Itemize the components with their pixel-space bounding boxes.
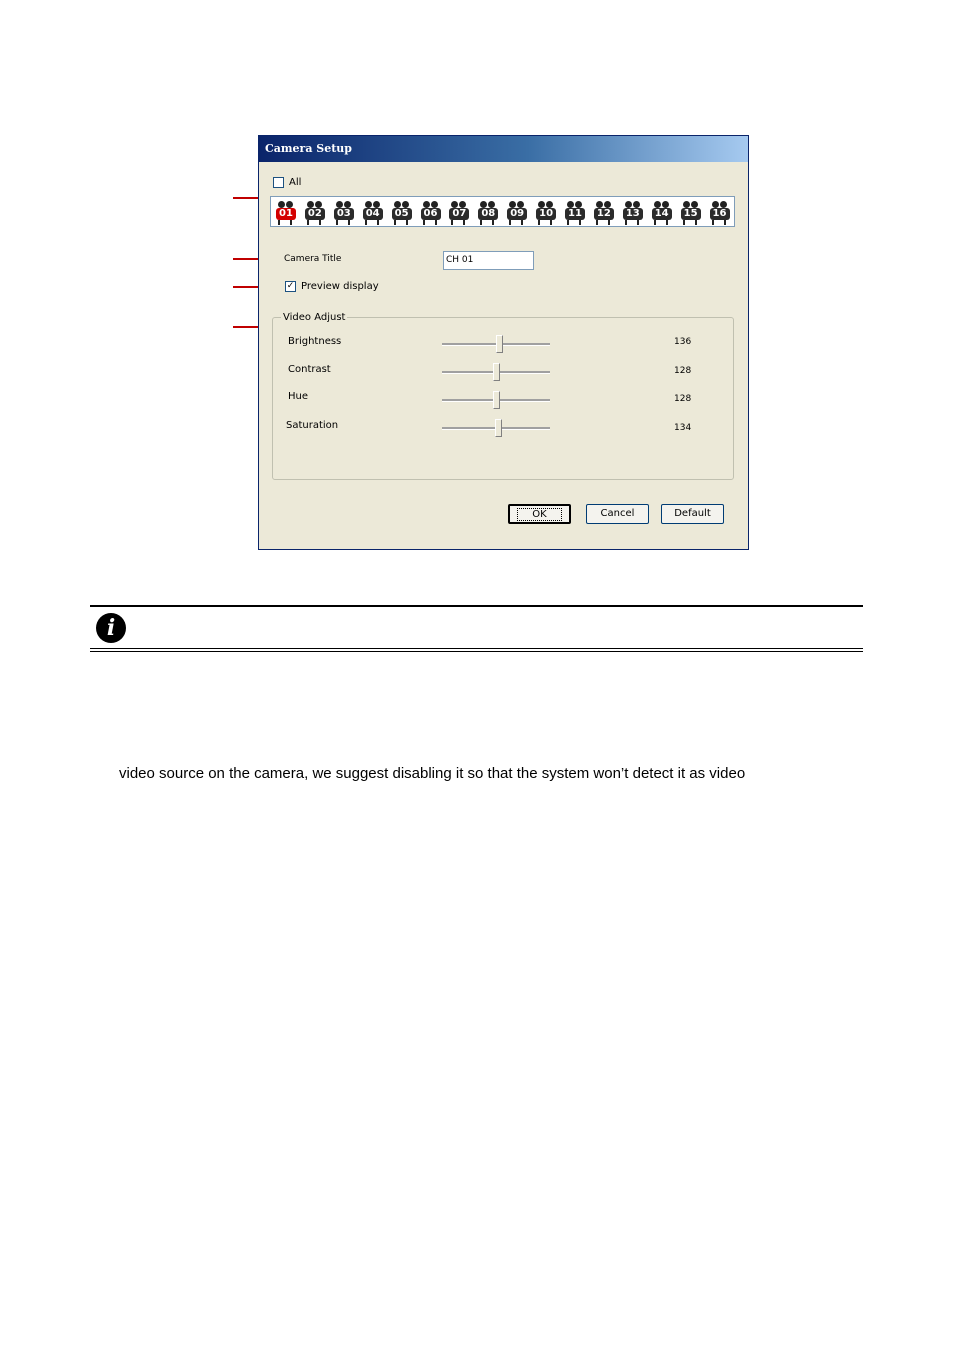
camera-reel-icon: [712, 201, 719, 208]
camera-number: 16: [710, 208, 730, 220]
all-label: All: [289, 177, 302, 188]
camera-button-02[interactable]: [302, 201, 328, 225]
brightness-label: Brightness: [288, 336, 342, 347]
camera-tripod-icon: [712, 220, 726, 225]
camera-reel-icon: [633, 201, 640, 208]
camera-button-04[interactable]: [360, 201, 386, 225]
preview-display-label: Preview display: [301, 281, 379, 292]
camera-title-label: Camera Title: [284, 254, 342, 264]
contrast-label: Contrast: [288, 364, 331, 375]
note-top-rule: [90, 605, 863, 607]
all-checkbox[interactable]: [273, 177, 284, 188]
saturation-value: 134: [674, 423, 692, 433]
default-button[interactable]: Default: [661, 504, 724, 524]
camera-reel-icon: [278, 201, 285, 208]
hue-label: Hue: [288, 391, 309, 402]
camera-reel-icon: [286, 201, 293, 208]
camera-tripod-icon: [278, 220, 292, 225]
camera-reel-icon: [567, 201, 574, 208]
hue-slider-thumb[interactable]: [493, 391, 500, 409]
camera-reel-icon: [509, 201, 516, 208]
camera-reel-icon: [344, 201, 351, 208]
camera-reel-icon: [683, 201, 690, 208]
camera-button-15[interactable]: [678, 201, 704, 225]
camera-reel-icon: [315, 201, 322, 208]
camera-reel-icon: [546, 201, 553, 208]
camera-tripod-icon: [423, 220, 437, 225]
hue-value: 128: [674, 394, 692, 404]
camera-reel-icon: [423, 201, 430, 208]
camera-tripod-icon: [394, 220, 408, 225]
camera-reel-icon: [720, 201, 727, 208]
camera-button-07[interactable]: [446, 201, 472, 225]
camera-button-12[interactable]: [591, 201, 617, 225]
camera-reel-icon: [307, 201, 314, 208]
camera-reel-icon: [394, 201, 401, 208]
camera-tripod-icon: [509, 220, 523, 225]
camera-number: 06: [421, 208, 441, 220]
camera-reel-icon: [480, 201, 487, 208]
brightness-slider-thumb[interactable]: [496, 335, 503, 353]
camera-tripod-icon: [538, 220, 552, 225]
info-icon: i: [96, 613, 126, 643]
camera-number: 10: [536, 208, 556, 220]
camera-number: 15: [681, 208, 701, 220]
camera-reel-icon: [488, 201, 495, 208]
camera-reel-icon: [604, 201, 611, 208]
camera-button-10[interactable]: [533, 201, 559, 225]
camera-reel-icon: [336, 201, 343, 208]
camera-tripod-icon: [567, 220, 581, 225]
camera-reel-icon: [451, 201, 458, 208]
saturation-label: Saturation: [286, 420, 339, 431]
camera-button-13[interactable]: [620, 201, 646, 225]
camera-button-01[interactable]: [273, 201, 299, 225]
camera-reel-icon: [662, 201, 669, 208]
camera-reel-icon: [538, 201, 545, 208]
camera-button-06[interactable]: [418, 201, 444, 225]
camera-tripod-icon: [307, 220, 321, 225]
camera-number: 07: [449, 208, 469, 220]
camera-tripod-icon: [683, 220, 697, 225]
camera-tripod-icon: [596, 220, 610, 225]
camera-number: 13: [623, 208, 643, 220]
cancel-button[interactable]: Cancel: [586, 504, 649, 524]
camera-number: 04: [363, 208, 383, 220]
camera-reel-icon: [691, 201, 698, 208]
video-adjust-label: Video Adjust: [283, 312, 346, 323]
camera-reel-icon: [459, 201, 466, 208]
camera-button-03[interactable]: [331, 201, 357, 225]
camera-tripod-icon: [451, 220, 465, 225]
camera-number: 02: [305, 208, 325, 220]
camera-reel-icon: [596, 201, 603, 208]
camera-button-11[interactable]: [562, 201, 588, 225]
saturation-slider-thumb[interactable]: [495, 419, 502, 437]
camera-setup-dialog: [258, 135, 749, 550]
note-bottom-rule: [90, 648, 863, 649]
camera-tripod-icon: [480, 220, 494, 225]
camera-reel-icon: [517, 201, 524, 208]
note-body-text: video source on the camera, we suggest disabling it so that the system won’t detect it as video: [119, 765, 746, 782]
contrast-value: 128: [674, 366, 692, 376]
camera-tripod-icon: [365, 220, 379, 225]
camera-reel-icon: [575, 201, 582, 208]
camera-button-14[interactable]: [649, 201, 675, 225]
camera-button-09[interactable]: [504, 201, 530, 225]
camera-button-05[interactable]: [389, 201, 415, 225]
camera-number: 12: [594, 208, 614, 220]
dialog-titlebar[interactable]: [259, 136, 748, 162]
camera-title-input[interactable]: CH 01: [443, 251, 534, 270]
contrast-slider-thumb[interactable]: [493, 363, 500, 381]
dialog-title: Camera Setup: [265, 142, 352, 155]
camera-reel-icon: [402, 201, 409, 208]
preview-display-checkbox[interactable]: ✓: [286, 281, 295, 291]
camera-number: 08: [478, 208, 498, 220]
camera-number: 03: [334, 208, 354, 220]
ok-button-label: OK: [518, 509, 560, 520]
ok-button[interactable]: [508, 504, 571, 524]
camera-reel-icon: [625, 201, 632, 208]
brightness-value: 136: [674, 337, 692, 347]
camera-tripod-icon: [654, 220, 668, 225]
camera-button-16[interactable]: [707, 201, 733, 225]
camera-reel-icon: [654, 201, 661, 208]
camera-reel-icon: [373, 201, 380, 208]
camera-tripod-icon: [625, 220, 639, 225]
camera-tripod-icon: [336, 220, 350, 225]
note-bottom-rule-2: [90, 651, 863, 652]
camera-number: 01: [276, 208, 296, 220]
camera-selector-strip: [270, 196, 735, 227]
camera-number: 14: [652, 208, 672, 220]
camera-reel-icon: [431, 201, 438, 208]
camera-button-08[interactable]: [475, 201, 501, 225]
camera-number: 05: [392, 208, 412, 220]
camera-reel-icon: [365, 201, 372, 208]
camera-number: 09: [507, 208, 527, 220]
camera-number: 11: [565, 208, 585, 220]
